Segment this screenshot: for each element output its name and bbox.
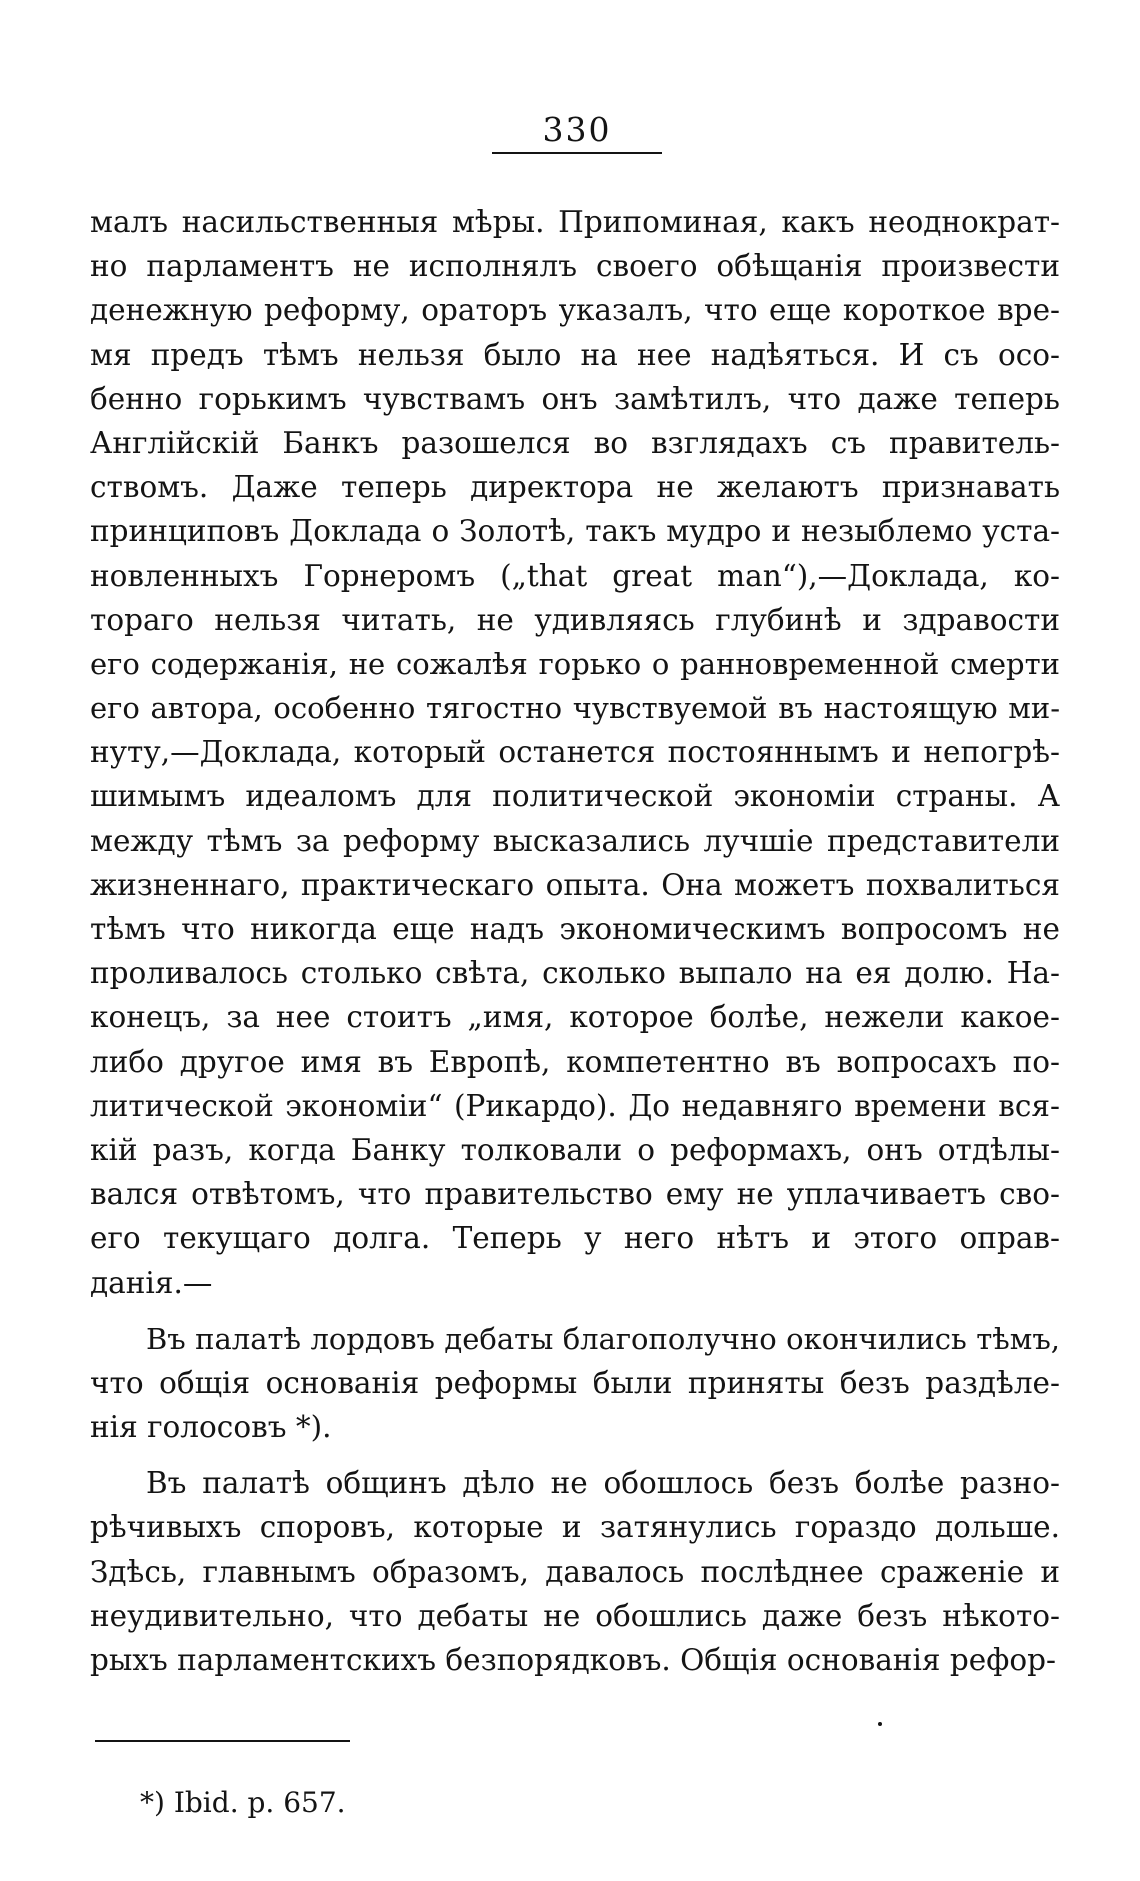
print-speck: [878, 1722, 882, 1726]
paragraph: [90, 1461, 1060, 1682]
text-line: бенно горькимъ чувствамъ онъ замѣтилъ, что даже теперь: [90, 381, 1060, 416]
paragraph: [90, 200, 1060, 1305]
body-text: [90, 200, 1060, 1682]
text-line: его содержанія, не сожалѣя горько о ранновременной смерти: [90, 646, 1060, 681]
text-line: денежную реформу, ораторъ указалъ, что еще короткое вре-: [90, 293, 1060, 328]
text-line: данія.—: [90, 1265, 213, 1300]
text-line: ствомъ. Даже теперь директора не желаютъ признавать: [90, 470, 1060, 505]
text-line: тораго нельзя читать, не удивляясь глубинѣ и здравости: [90, 602, 1060, 637]
text-line: неудивительно, что дебаты не обошлись даже безъ нѣкото-: [90, 1598, 1060, 1633]
text-line: тѣмъ что никогда еще надъ экономическимъ вопросомъ не: [90, 912, 1060, 946]
text-line: литической экономіи“ (Рикардо). До недавняго времени вся-: [90, 1088, 1060, 1123]
text-line: проливалось столько свѣта, сколько выпало на ея долю. На-: [90, 956, 1060, 991]
text-line: рыхъ парламентскихъ безпорядковъ. Общія основанія рефор-: [90, 1643, 1056, 1677]
paragraph-gap: [90, 1305, 1060, 1317]
text-line: Въ палатѣ общинъ дѣло не обошлось безъ болѣе разно-: [146, 1466, 1060, 1501]
text-line: его автора, особенно тягостно чувствуемой въ настоящую ми-: [90, 691, 1060, 726]
text-line: либо другое имя въ Европѣ, компетентно въ вопросахъ по-: [90, 1044, 1060, 1079]
text-line: вался отвѣтомъ, что правительство ему не уплачиваетъ сво-: [90, 1177, 1060, 1212]
text-line: рѣчивыхъ споровъ, которые и затянулись гораздо дольше.: [90, 1510, 1060, 1545]
text-line: принциповъ Доклада о Золотѣ, такъ мудро и незыблемо уста-: [90, 514, 1060, 549]
text-line: его текущаго долга. Теперь у него нѣтъ и этого оправ-: [90, 1221, 1060, 1256]
text-line: но парламентъ не исполнялъ своего обѣщанія произвести: [90, 249, 1060, 284]
text-line: малъ насильственныя мѣры. Припоминая, какъ неоднократ-: [90, 205, 1060, 239]
text-line: нія голосовъ *).: [90, 1410, 332, 1445]
text-line: Англійскій Банкъ разошелся во взглядахъ съ правитель-: [90, 425, 1060, 460]
paragraph-gap: [90, 1449, 1060, 1461]
text-line: шимымъ идеаломъ для политической экономіи страны. А: [90, 779, 1060, 814]
page-number-underline: [492, 152, 662, 154]
text-line: мя предъ тѣмъ нельзя было на нее надѣяться. И съ осо-: [90, 337, 1060, 372]
text-line: жизненнаго, практическаго опыта. Она можетъ похвалиться: [90, 867, 1060, 902]
text-line: нуту,—Доклада, который останется постояннымъ и непогрѣ-: [90, 735, 1060, 770]
text-line: Здѣсь, главнымъ образомъ, давалось послѣднее сраженіе и: [90, 1554, 1060, 1589]
text-line: кій разъ, когда Банку толковали о реформахъ, онъ отдѣлы-: [90, 1132, 1060, 1167]
paragraph: [90, 1317, 1060, 1450]
text-line: между тѣмъ за реформу высказались лучшіе представители: [90, 823, 1060, 858]
footnote: *) Ibid. p. 657.: [140, 1786, 346, 1819]
footnote-separator: [95, 1740, 350, 1742]
text-line: что общія основанія реформы были приняты безъ раздѣле-: [90, 1365, 1060, 1400]
text-line: новленныхъ Горнеромъ („that great man“),—Доклада, ко-: [90, 558, 1060, 593]
text-line: конецъ, за нее стоитъ „имя, которое болѣе, нежели какое-: [90, 1000, 1060, 1035]
page-number: 330: [542, 110, 612, 149]
text-line: Въ палатѣ лордовъ дебаты благополучно окончились тѣмъ,: [146, 1321, 1060, 1356]
